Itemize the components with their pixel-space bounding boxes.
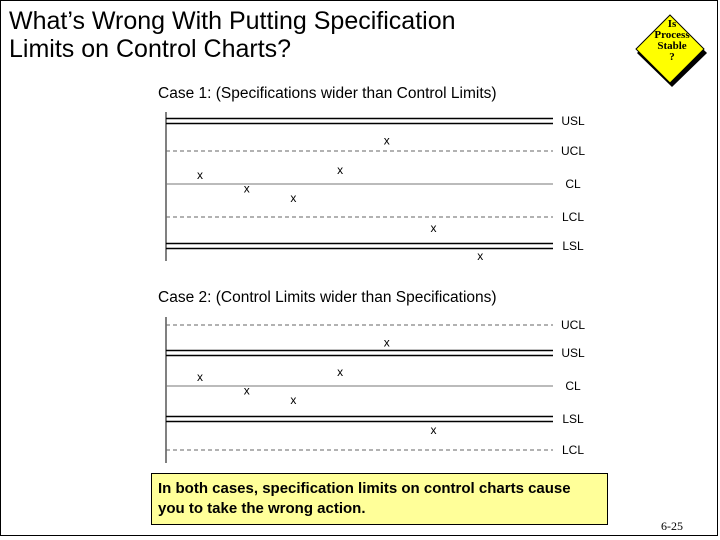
case1-point-4: x bbox=[337, 163, 344, 178]
case1-cl-label: CL bbox=[565, 177, 581, 191]
conclusion-callout: In both cases, specification limits on control charts cause you to take the wrong action. bbox=[151, 473, 608, 525]
control-charts bbox=[1, 1, 719, 471]
badge-line-4: ? bbox=[669, 51, 675, 63]
case1-lcl-label: LCL bbox=[561, 210, 585, 224]
case2-point-5: x bbox=[383, 335, 390, 350]
slide-title-line-1: What’s Wrong With Putting Specification bbox=[9, 7, 456, 35]
badge-line-3: Stable bbox=[657, 40, 687, 52]
case1-point-2: x bbox=[243, 181, 250, 196]
slide-title-line-2: Limits on Control Charts? bbox=[9, 35, 292, 63]
case1-title: Case 1: (Specifications wider than Control Limits) bbox=[158, 85, 497, 102]
case1-usl-label: USL bbox=[561, 114, 585, 128]
page-number: 6-25 bbox=[661, 519, 683, 533]
case1-ucl-label: UCL bbox=[560, 144, 586, 158]
case2-point-2: x bbox=[243, 383, 250, 398]
case2-ucl-label: UCL bbox=[560, 318, 586, 332]
case1-point-3: x bbox=[290, 191, 297, 206]
case1-point-6: x bbox=[430, 220, 437, 235]
badge-line-2: Process bbox=[654, 29, 690, 41]
case2-point-1: x bbox=[197, 370, 203, 385]
case2-point-4: x bbox=[337, 365, 344, 380]
case1-point-5: x bbox=[383, 133, 390, 148]
case1-lsl-label: LSL bbox=[562, 239, 584, 253]
case2-lcl-label: LCL bbox=[561, 443, 585, 457]
case2-usl-label: USL bbox=[561, 346, 585, 360]
case2-title: Case 2: (Control Limits wider than Specifications) bbox=[158, 289, 497, 306]
case1-point-7: x bbox=[477, 248, 484, 263]
case2-point-6: x bbox=[430, 422, 437, 437]
badge-line-1: Is bbox=[667, 18, 677, 30]
case2-point-3: x bbox=[290, 393, 297, 408]
case2-lsl-label: LSL bbox=[562, 412, 584, 426]
case2-cl-label: CL bbox=[565, 379, 581, 393]
case1-point-1: x bbox=[197, 168, 203, 183]
